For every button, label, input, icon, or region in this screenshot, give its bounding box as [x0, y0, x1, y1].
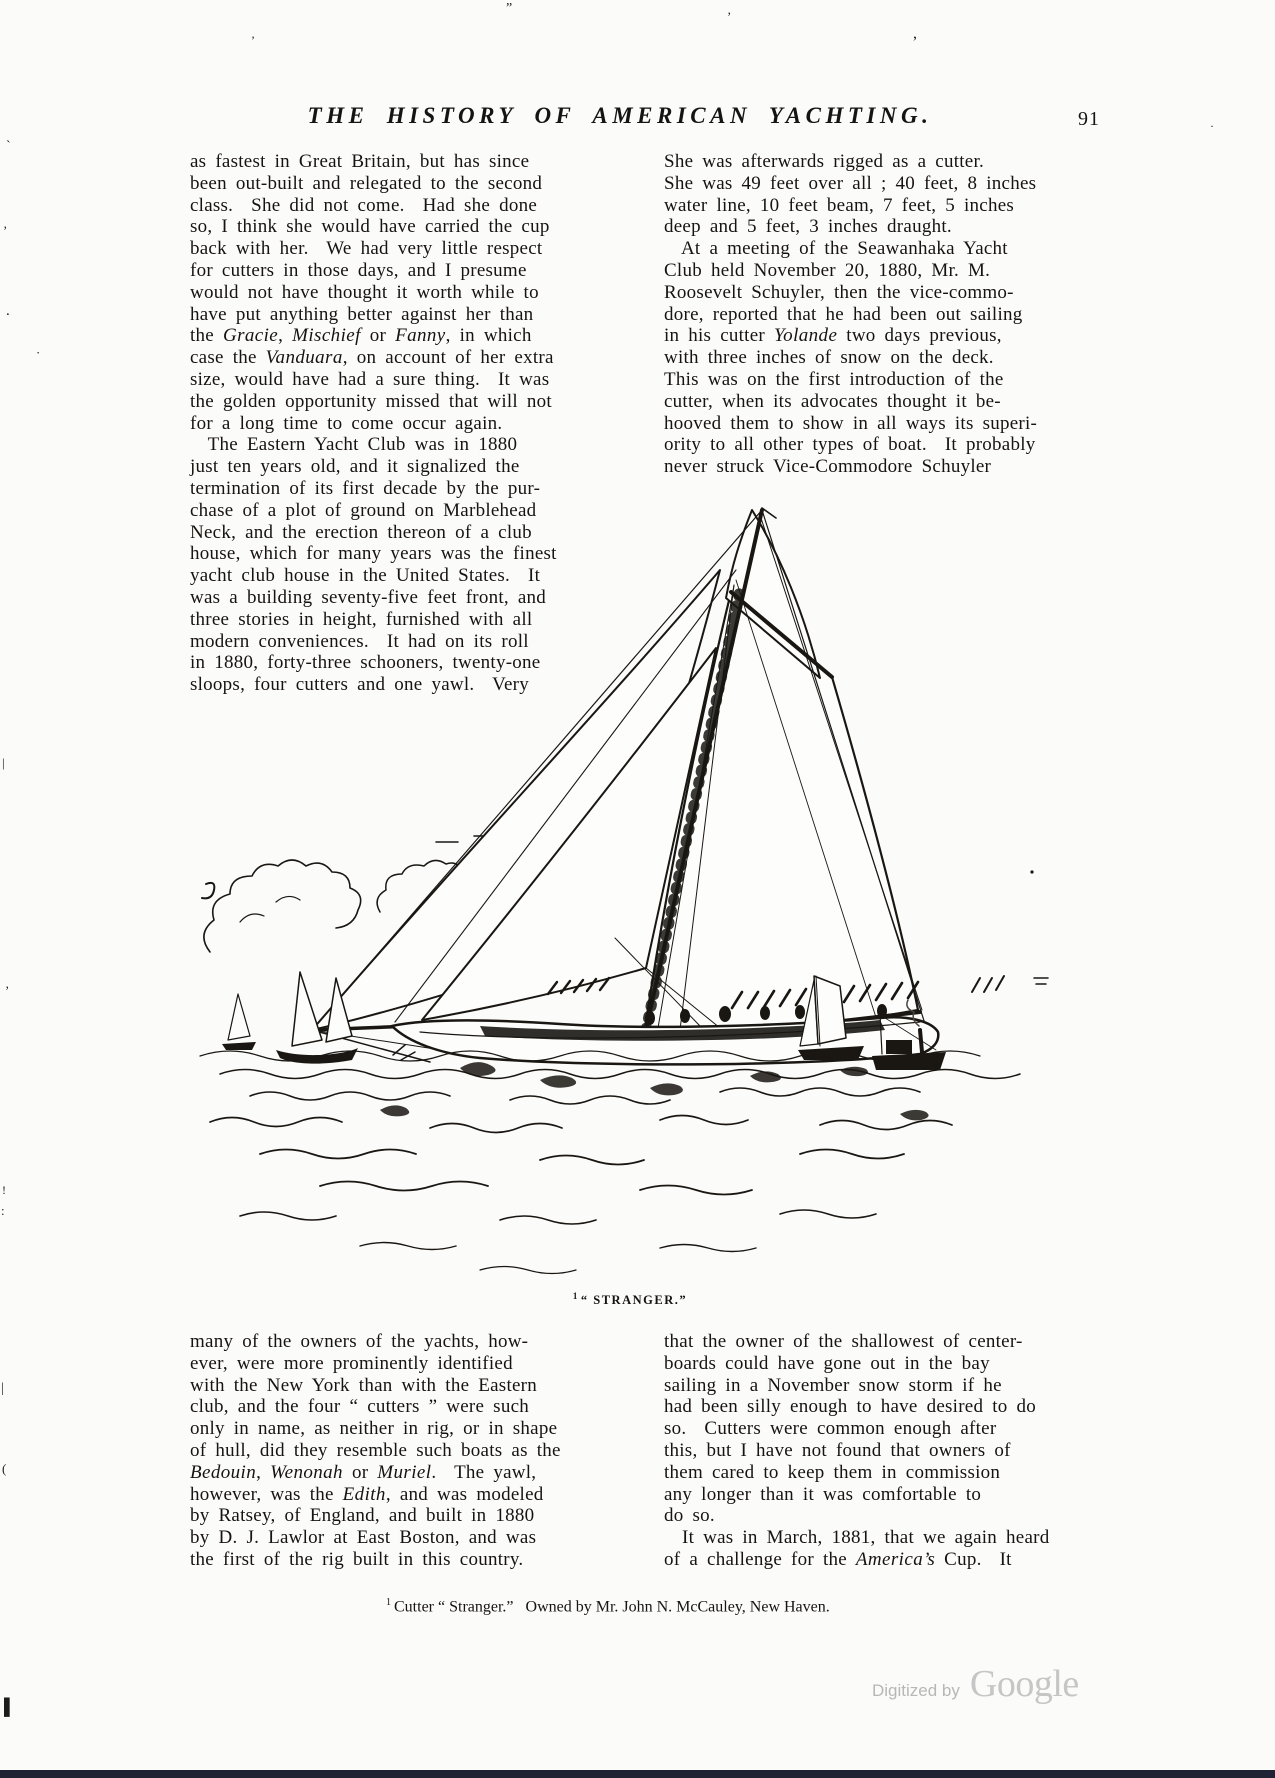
- text-line: the Gracie, Mischief or Fanny, in which: [190, 325, 532, 347]
- scan-artifact: ”: [506, 1, 513, 16]
- text-line: have put anything better against her than: [190, 303, 534, 325]
- scan-artifact: !: [2, 1183, 6, 1197]
- scan-artifact: ’: [251, 33, 255, 47]
- text-line: dore, reported that he had been out sailing: [664, 303, 1023, 325]
- scan-artifact: :: [1, 1203, 5, 1218]
- text-line: sailing in a November snow storm if he: [664, 1374, 1002, 1396]
- text-line: however, was the Edith, and was modeled: [190, 1483, 544, 1505]
- google-logo: Google: [969, 1663, 1079, 1705]
- footnote: [386, 1597, 946, 1616]
- lower-right-column: [664, 1331, 1084, 1571]
- text-line: The Eastern Yacht Club was in 1880: [190, 434, 518, 456]
- text-line: that the owner of the shallowest of center-: [664, 1331, 1023, 1352]
- scan-artifact: ’: [727, 9, 732, 24]
- text-line: by D. J. Lawlor at East Boston, and was: [190, 1527, 537, 1549]
- text-line: in his cutter Yolande two days previous,: [664, 325, 1002, 347]
- text-line: house, which for many years was the finest: [190, 543, 557, 565]
- scan-artifact: ’: [5, 983, 10, 998]
- text-line: chase of a plot of ground on Marblehead: [190, 499, 537, 521]
- text-line: just ten years old, and it signalized the: [190, 456, 520, 478]
- text-line: deep and 5 feet, 3 inches draught.: [664, 216, 952, 238]
- text-line: hooved them to show in all ways its superi-: [664, 412, 1038, 434]
- text-line: do so.: [664, 1505, 715, 1527]
- text-line: any longer than it was comfortable to: [664, 1483, 982, 1505]
- text-line: the golden opportunity missed that will not: [190, 390, 552, 412]
- text-line: in 1880, forty-three schooners, twenty-one: [190, 652, 541, 674]
- text-line: for a long time to come occur again.: [190, 412, 503, 434]
- text-line: sloops, four cutters and one yawl. Very: [190, 674, 529, 696]
- scan-artifact: ’: [3, 223, 8, 238]
- scan-artifact: ·: [36, 345, 41, 360]
- scan-artifact: |: [2, 755, 5, 770]
- text-line: ever, were more prominently identified: [190, 1352, 513, 1374]
- text-line: ority to all other types of boat. It probably: [664, 434, 1036, 456]
- scan-artifact: `: [6, 139, 11, 154]
- watermark-prefix: Digitized by: [872, 1681, 960, 1700]
- text-line: would not have thought it worth while to: [190, 281, 539, 303]
- text-line: yacht club house in the United States. It: [190, 565, 541, 587]
- caption-text: “ STRANGER.”: [580, 1293, 688, 1308]
- text-line: boards could have gone out in the bay: [664, 1352, 990, 1374]
- scan-artifact: ,: [913, 25, 917, 42]
- text-line: by Ratsey, of England, and built in 1880: [190, 1505, 535, 1527]
- text-line: termination of its first decade by the pur-: [190, 477, 541, 499]
- text-line: so. Cutters were common enough after: [664, 1418, 997, 1440]
- yacht-illustration: [180, 470, 1080, 1280]
- text-line: them cared to keep them in commission: [664, 1461, 1001, 1483]
- text-line: She was afterwards rigged as a cutter.: [664, 151, 984, 172]
- text-line: with three inches of snow on the deck.: [664, 347, 994, 369]
- text-line: It was in March, 1881, that we again heard: [664, 1527, 1050, 1549]
- text-line: case the Vanduara, on account of her extra: [190, 347, 554, 369]
- text-line: of hull, did they resemble such boats as the: [190, 1439, 561, 1461]
- page-header-title: THE HISTORY OF AMERICAN YACHTING.: [307, 103, 933, 128]
- text-line: modern conveniences. It had on its roll: [190, 630, 529, 652]
- scan-artifact: (: [2, 1461, 7, 1476]
- text-line: Neck, and the erection thereon of a club: [190, 521, 532, 543]
- text-line: cutter, when its advocates thought it be-: [664, 390, 1001, 412]
- text-line: with the New York than with the Eastern: [190, 1374, 537, 1396]
- text-line: had been silly enough to have desired to do: [664, 1396, 1037, 1418]
- text-line: This was on the first introduction of the: [664, 368, 1004, 390]
- illustration-caption: [180, 1291, 1080, 1308]
- text-line: three stories in height, furnished with all: [190, 608, 533, 630]
- text-line: Club held November 20, 1880, Mr. M.: [664, 259, 991, 281]
- text-line: She was 49 feet over all ; 40 feet, 8 inches: [664, 172, 1037, 194]
- text-line: water line, 10 feet beam, 7 feet, 5 inches: [664, 194, 1015, 216]
- text-line: this, but I have not found that owners of: [664, 1439, 1011, 1461]
- digitized-by-watermark: [872, 1662, 1079, 1706]
- footnote-text: Cutter “ Stranger.” Owned by Mr. John N. McCauley, New Haven.: [394, 1598, 830, 1616]
- scan-artifact: |: [1, 1381, 4, 1396]
- scan-artifact: .: [6, 303, 10, 319]
- text-line: for cutters in those days, and I presume: [190, 259, 527, 281]
- footnote-marker: 1: [386, 1597, 391, 1608]
- upper-right-column: [664, 151, 1084, 478]
- scan-artifact: ·: [1210, 119, 1214, 133]
- text-line: size, would have had a sure thing. It was: [190, 368, 550, 390]
- text-line: many of the owners of the yachts, how-: [190, 1331, 529, 1352]
- text-line: so, I think she would have carried the cup: [190, 216, 550, 238]
- page-number: 91: [1078, 108, 1100, 130]
- text-line: was a building seventy-five feet front, and: [190, 586, 547, 608]
- text-line: been out-built and relegated to the second: [190, 172, 543, 194]
- text-line: of a challenge for the America’s Cup. It: [664, 1548, 1012, 1570]
- scan-artifact: ▌: [4, 1699, 16, 1716]
- caption-footnote-marker: 1: [572, 1291, 579, 1301]
- text-line: as fastest in Great Britain, but has since: [190, 151, 530, 172]
- lower-left-column: [190, 1331, 650, 1571]
- text-line: only in name, as neither in rig, or in shape: [190, 1418, 558, 1440]
- text-line: Roosevelt Schuyler, then the vice-commo-: [664, 281, 1014, 303]
- text-line: the first of the rig built in this country.: [190, 1548, 524, 1570]
- text-line: class. She did not come. Had she done: [190, 194, 538, 216]
- text-line: back with her. We had very little respect: [190, 238, 543, 260]
- text-line: Bedouin, Wenonah or Muriel. The yawl,: [190, 1461, 537, 1483]
- scan-edge-bar: [0, 1770, 1275, 1778]
- text-line: club, and the four “ cutters ” were such: [190, 1396, 530, 1418]
- text-line: never struck Vice-Commodore Schuyler: [664, 456, 992, 478]
- text-line: At a meeting of the Seawanhaka Yacht: [664, 238, 1008, 260]
